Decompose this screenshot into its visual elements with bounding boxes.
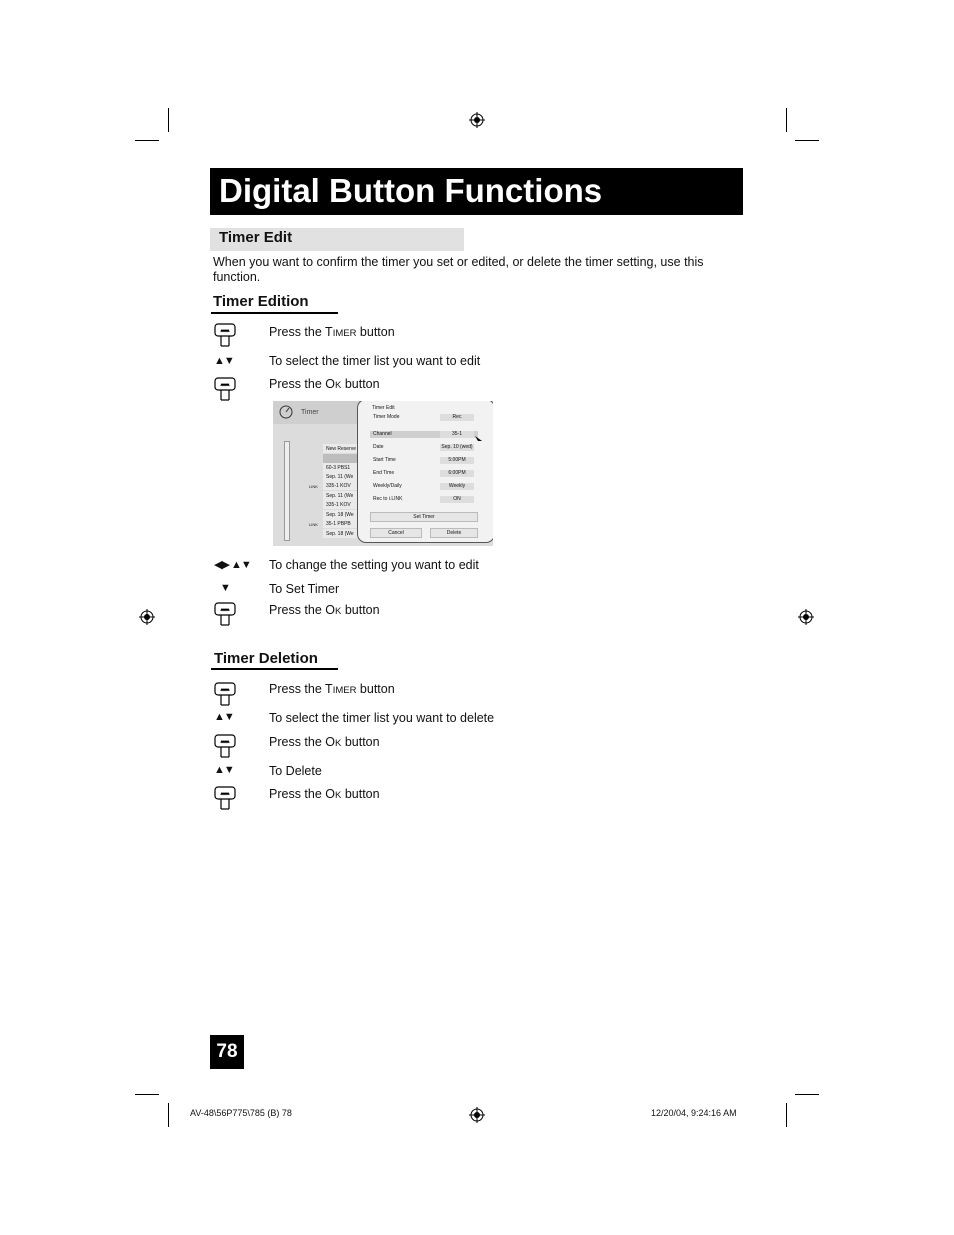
delete-button[interactable]: Delete — [430, 528, 478, 538]
field-end-time[interactable]: End Time 6:00PM — [370, 470, 478, 477]
crop-mark — [795, 1094, 819, 1095]
timer-edit-screenshot — [273, 401, 493, 546]
step-text: Press the TIMER button — [269, 325, 395, 339]
list-row[interactable]: Sep. 18 (We — [323, 510, 393, 519]
crop-mark — [168, 108, 169, 132]
step-text: Press the OK button — [269, 603, 380, 617]
remote-hand-icon — [214, 786, 236, 810]
registration-mark-icon — [139, 609, 155, 625]
list-row[interactable]: 60-3 PBS1 — [323, 463, 393, 472]
field-start-time[interactable]: Start Time 5:00PM — [370, 457, 478, 464]
list-row[interactable]: New Reserve — [323, 444, 393, 453]
page-title: Digital Button Functions — [219, 172, 603, 209]
intro-text: When you want to confirm the timer you set or edited, or delete the timer setting, use this function. — [213, 255, 704, 284]
crop-mark — [135, 140, 159, 141]
crop-mark — [795, 140, 819, 141]
remote-hand-icon — [214, 734, 236, 758]
timer-edition-heading: Timer Edition — [213, 293, 309, 310]
step-text: To Set Timer — [269, 582, 340, 596]
step-text: Press the OK button — [269, 377, 380, 391]
up-down-arrows-icon: ▲▼ — [214, 355, 234, 367]
down-arrow-icon: ▼ — [220, 582, 230, 594]
step-text: Press the OK button — [269, 735, 380, 749]
crop-mark — [135, 1094, 159, 1095]
list-row[interactable]: 335-1 KOV — [323, 500, 393, 509]
remote-hand-icon — [214, 323, 236, 347]
field-channel[interactable]: Channel 35-1 — [370, 431, 478, 438]
crop-mark — [786, 1103, 787, 1127]
scrollbar[interactable] — [284, 441, 290, 541]
page-number: 78 — [210, 1035, 244, 1069]
cancel-button[interactable]: Cancel — [370, 528, 422, 538]
field-rec-to-ilink[interactable]: Rec to i.LINK ON — [370, 496, 478, 503]
section-title-bar — [210, 228, 464, 251]
timer-deletion-heading: Timer Deletion — [214, 650, 318, 667]
step-text: Press the OK button — [269, 787, 380, 801]
step-text: To select the timer list you want to edit — [269, 354, 481, 368]
list-row[interactable]: Sep. 11 (We — [323, 472, 393, 481]
field-date[interactable]: Date Sep. 10 (wed) — [373, 444, 473, 450]
timer-edit-popup — [357, 401, 493, 543]
page-header — [210, 168, 743, 215]
registration-mark-icon — [798, 609, 814, 625]
heading-underline — [211, 668, 338, 670]
list-row[interactable]: Sep. 11 (We — [323, 491, 393, 500]
field-timer-mode[interactable]: Timer Mode Rec — [370, 414, 478, 421]
popup-title: Timer Edit — [372, 405, 395, 411]
step-text: To change the setting you want to edit — [269, 558, 479, 572]
footer-right: 12/20/04, 9:24:16 AM — [651, 1108, 737, 1118]
set-timer-button[interactable]: Set Timer — [370, 512, 478, 522]
up-down-arrows-icon: ▲▼ — [214, 764, 234, 776]
remote-hand-icon — [214, 602, 236, 626]
link-badge: LINK — [309, 484, 318, 489]
list-row[interactable]: Sep. 18 (We — [323, 529, 393, 538]
step-text: Press the TIMER button — [269, 682, 395, 696]
link-badge: LINK — [309, 522, 318, 527]
heading-underline — [211, 312, 338, 314]
field-weekly-daily[interactable]: Weekly/Daily Weekly — [370, 483, 478, 490]
remote-hand-icon — [214, 682, 236, 706]
crop-mark — [168, 1103, 169, 1127]
step-text: To select the timer list you want to delete — [269, 711, 495, 725]
crop-mark — [786, 108, 787, 132]
section-title: Timer Edit — [219, 229, 293, 246]
remote-hand-icon — [214, 377, 236, 401]
list-row[interactable]: 335-1 KOV — [323, 481, 393, 490]
timer-clock-icon — [279, 405, 293, 419]
cursor-icon — [475, 436, 483, 444]
footer-left: AV-48\56P775\785 (B) 78 — [190, 1108, 292, 1118]
left-right-up-down-arrows-icon: ◀▶ ▲▼ — [214, 559, 251, 571]
step-text: To Delete — [269, 764, 322, 778]
list-row[interactable]: 35-1 PBPB — [323, 519, 393, 528]
registration-mark-icon — [469, 112, 485, 128]
up-down-arrows-icon: ▲▼ — [214, 711, 234, 723]
screen-title: Timer — [301, 409, 319, 416]
registration-mark-icon — [469, 1107, 485, 1123]
